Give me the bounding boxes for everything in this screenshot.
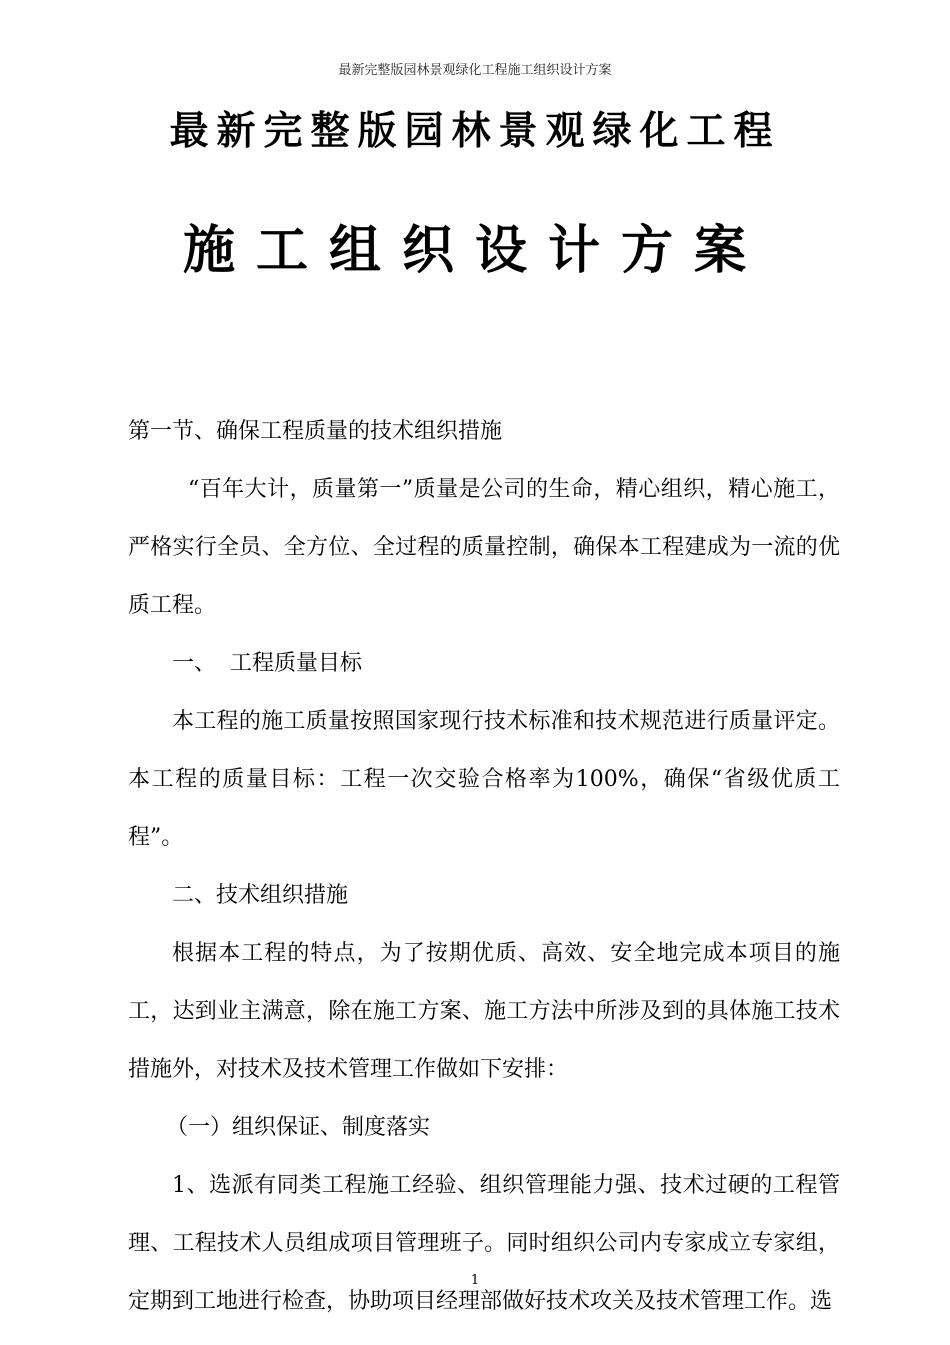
document-title-line-2: 施工组织设计方案 (182, 221, 767, 281)
organization-paragraph: 1、选派有同类工程施工经验、组织管理能力强、技术过硬的工程管理、工程技术人员组成项目管理班子。同时组织公司内专家成立专家组，定期到工地进行检查，协助项目经理部做好技术攻关及技术管理工作。选 (128, 1173, 840, 1314)
intro-paragraph: “百年大计，质量第一”质量是公司的生命，精心组织，精心施工，严格实行全员、全方位、全过程的质量控制，确保本工程建成为一流的优质工程。 (128, 477, 840, 618)
document-title-line-1: 最新完整版园林景观绿化工程 (169, 109, 781, 154)
subheading-organization: （一）组织保证、制度落实 (166, 1115, 431, 1140)
heading-quality-target: 一、 工程质量目标 (172, 651, 362, 676)
running-header: 最新完整版园林景观绿化工程施工组织设计方案 (338, 63, 612, 78)
heading-technical-measures: 二、技术组织措施 (172, 883, 349, 908)
page-number: 1 (470, 1273, 480, 1288)
quality-target-paragraph: 本工程的施工质量按照国家现行技术标准和技术规范进行质量评定。本工程的质量目标：工程一次交验合格率为100%，确保“省级优质工程”。 (128, 709, 840, 850)
technical-measures-paragraph: 根据本工程的特点，为了按期优质、高效、安全地完成本项目的施工，达到业主满意，除在施工方案、施工方法中所涉及到的具体施工技术措施外，对技术及技术管理工作做如下安排： (128, 941, 840, 1082)
document-body (128, 403, 840, 1331)
section-heading: 第一节、确保工程质量的技术组织措施 (128, 419, 503, 444)
